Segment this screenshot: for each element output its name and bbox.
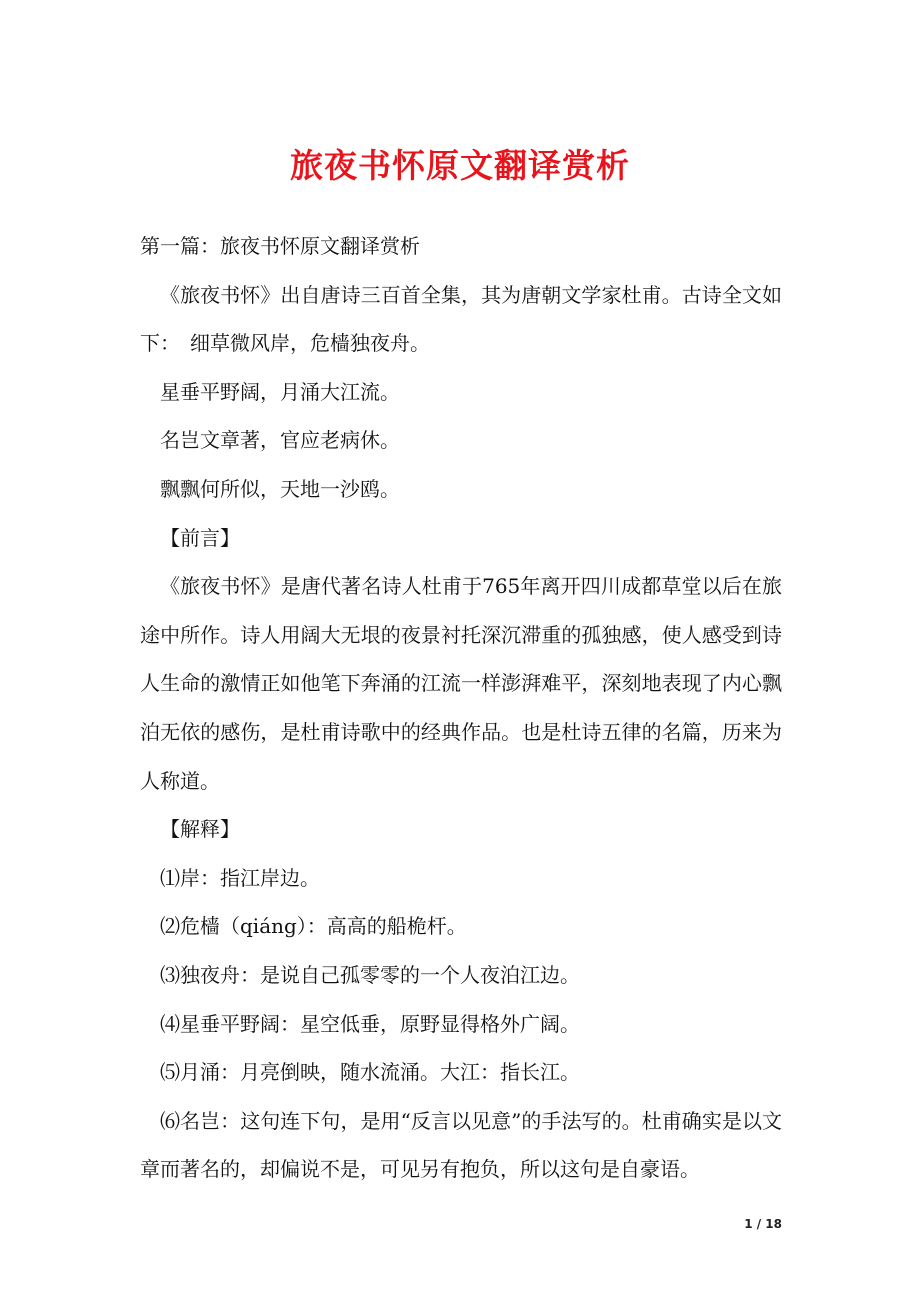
document-title: 旅夜书怀原文翻译赏析 <box>290 146 630 185</box>
note-item: ⑷星垂平野阔：星空低垂，原野显得格外广阔。 <box>160 1011 580 1036</box>
note-item: ⑹名岂：这句连下句，是用“反言以见意”的手法写的。杜甫确实是以文章而著名的，却偏说不是，可见另有抱负，所以这句是自豪语。 <box>140 1108 782 1182</box>
document-body <box>140 222 782 1194</box>
section-heading: 第一篇：旅夜书怀原文翻译赏析 <box>140 234 420 258</box>
note-item: ⑸月涌：月亮倒映，随水流涌。大江：指长江。 <box>160 1060 580 1085</box>
page-number: 1 / 18 <box>744 1217 782 1231</box>
poem-line: 飘飘何所似，天地一沙鸥。 <box>160 476 400 501</box>
note-item: ⑶独夜舟：是说自己孤零零的一个人夜泊江边。 <box>160 962 580 987</box>
poem-line: 星垂平野阔，月涌大江流。 <box>160 379 400 404</box>
preface-paragraph: 《旅夜书怀》是唐代著名诗人杜甫于765年离开四川成都草堂以后在旅途中所作。诗人用阔大无垠的夜景衬托深沉滞重的孤独感，使人感受到诗人生命的激情正如他笔下奔涌的江流一样澎湃难平，深刻地表现了内心飘泊无依的感伤，是杜甫诗歌中的经典作品。也是杜诗五律的名篇，历来为人称道。 <box>140 574 782 793</box>
poem-line: 名岂文章著，官应老病休。 <box>160 428 400 453</box>
preface-heading: 【前言】 <box>160 525 240 550</box>
note-item: ⑵危樯（qiáng）：高高的船桅杆。 <box>160 914 467 939</box>
intro-paragraph: 《旅夜书怀》出自唐诗三百首全集，其为唐朝文学家杜甫。古诗全文如下： 细草微风岸，危樯独夜舟。 <box>140 282 782 356</box>
explanation-heading: 【解释】 <box>160 817 240 842</box>
note-item: ⑴岸：指江岸边。 <box>160 865 320 890</box>
